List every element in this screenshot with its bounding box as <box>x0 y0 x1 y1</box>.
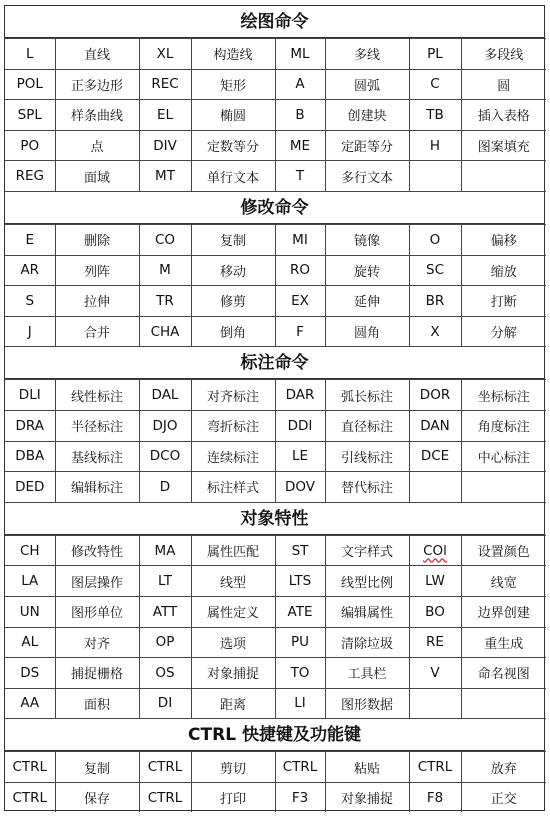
table-row <box>5 39 546 70</box>
table-row <box>5 100 546 131</box>
command-abbreviation-text: BR <box>425 292 445 309</box>
table-row <box>5 688 546 719</box>
command-abbreviation <box>139 69 191 100</box>
command-abbreviation-text: D <box>159 478 171 495</box>
command-abbreviation <box>139 161 191 192</box>
command-function: 替代标注 <box>325 472 409 503</box>
command-abbreviation-text: X <box>430 323 440 340</box>
command-function: 对齐 <box>55 627 139 658</box>
command-abbreviation <box>275 316 325 347</box>
command-abbreviation <box>5 130 55 161</box>
command-function: 拉伸 <box>55 286 139 317</box>
command-abbreviation <box>139 472 191 503</box>
command-abbreviation <box>275 688 325 719</box>
command-abbreviation-text: POL <box>16 76 43 93</box>
command-function: 属性定义 <box>191 596 275 627</box>
command-function: 清除垃圾 <box>325 627 409 658</box>
command-abbreviation-text: EL <box>156 106 174 123</box>
command-abbreviation <box>5 752 55 783</box>
command-function: 矩形 <box>191 69 275 100</box>
command-abbreviation <box>5 627 55 658</box>
command-function: 定距等分 <box>325 130 409 161</box>
command-function: 设置颜色 <box>461 535 546 566</box>
command-abbreviation <box>275 782 325 812</box>
command-abbreviation-text: REC <box>151 76 179 93</box>
command-function: 修剪 <box>191 286 275 317</box>
command-abbreviation <box>5 658 55 689</box>
command-table <box>5 38 546 192</box>
command-abbreviation <box>5 410 55 441</box>
command-function: 偏移 <box>461 224 546 255</box>
command-function: 圆角 <box>325 316 409 347</box>
command-abbreviation <box>409 535 461 566</box>
command-abbreviation-text: ATT <box>152 603 178 620</box>
command-abbreviation <box>139 100 191 131</box>
command-abbreviation-text: DED <box>15 478 45 495</box>
command-abbreviation-text: SPL <box>17 106 42 123</box>
command-abbreviation <box>5 782 55 812</box>
command-abbreviation <box>139 658 191 689</box>
command-abbreviation-text: XL <box>156 45 174 62</box>
command-abbreviation-text: CH <box>19 542 40 559</box>
command-function: 边界创建 <box>461 596 546 627</box>
command-abbreviation-text: CTRL <box>12 789 48 806</box>
command-abbreviation-text: AA <box>20 695 40 712</box>
command-abbreviation <box>275 286 325 317</box>
command-function: 面积 <box>55 688 139 719</box>
command-abbreviation-text: CTRL <box>147 759 183 776</box>
section-title: 修改命令 <box>5 192 544 224</box>
command-abbreviation <box>139 596 191 627</box>
command-abbreviation <box>275 410 325 441</box>
command-abbreviation-text: A <box>295 76 305 93</box>
command-abbreviation <box>275 566 325 597</box>
command-abbreviation <box>409 286 461 317</box>
command-abbreviation-text: DOV <box>284 478 316 495</box>
command-function: 列阵 <box>55 255 139 286</box>
command-abbreviation-text: LTS <box>288 573 312 590</box>
command-abbreviation-text: RO <box>289 262 310 279</box>
command-abbreviation-text: H <box>429 137 441 154</box>
command-abbreviation-text: EX <box>291 292 309 309</box>
command-function: 编辑标注 <box>55 472 139 503</box>
table-row <box>5 472 546 503</box>
command-abbreviation-text: DCO <box>149 448 181 465</box>
command-abbreviation <box>409 130 461 161</box>
table-row <box>5 410 546 441</box>
command-abbreviation-text: ML <box>290 45 310 62</box>
command-abbreviation-text: DCE <box>420 448 450 465</box>
command-reference-sheet <box>4 5 545 811</box>
command-abbreviation <box>409 752 461 783</box>
command-abbreviation-text: PL <box>427 45 443 62</box>
command-abbreviation <box>275 380 325 411</box>
command-abbreviation <box>275 161 325 192</box>
command-function: 复制 <box>191 224 275 255</box>
command-function <box>461 472 546 503</box>
command-abbreviation <box>139 316 191 347</box>
command-function: 线型 <box>191 566 275 597</box>
table-row <box>5 441 546 472</box>
command-function: 倒角 <box>191 316 275 347</box>
command-abbreviation <box>139 410 191 441</box>
command-abbreviation-text: LI <box>294 695 306 712</box>
command-abbreviation-text: M <box>159 262 171 279</box>
command-abbreviation-text: CTRL <box>12 759 48 776</box>
command-abbreviation <box>275 39 325 70</box>
command-abbreviation <box>139 130 191 161</box>
command-abbreviation-text: DAN <box>420 417 450 434</box>
command-function: 对齐标注 <box>191 380 275 411</box>
command-abbreviation-text: S <box>25 292 35 309</box>
command-function: 线型比例 <box>325 566 409 597</box>
section-title: 对象特性 <box>5 503 544 535</box>
command-function: 直径标注 <box>325 410 409 441</box>
command-abbreviation <box>409 410 461 441</box>
command-abbreviation <box>275 100 325 131</box>
command-function: 多线 <box>325 39 409 70</box>
command-function: 多段线 <box>461 39 546 70</box>
command-abbreviation <box>275 627 325 658</box>
command-abbreviation <box>139 782 191 812</box>
command-function: 放弃 <box>461 752 546 783</box>
command-abbreviation-text: DI <box>157 695 173 712</box>
command-function: 缩放 <box>461 255 546 286</box>
table-row <box>5 596 546 627</box>
command-abbreviation <box>139 566 191 597</box>
section-5 <box>5 719 544 812</box>
command-function: 剪切 <box>191 752 275 783</box>
command-abbreviation-text: V <box>430 664 440 681</box>
command-abbreviation-text: COl <box>423 542 447 559</box>
command-abbreviation-text: PO <box>20 137 40 154</box>
command-abbreviation <box>5 255 55 286</box>
command-abbreviation-text: B <box>295 106 305 123</box>
command-abbreviation <box>409 224 461 255</box>
command-function: 打印 <box>191 782 275 812</box>
table-row <box>5 69 546 100</box>
command-function: 连续标注 <box>191 441 275 472</box>
table-row <box>5 658 546 689</box>
command-abbreviation-text: T <box>295 168 305 185</box>
table-row <box>5 627 546 658</box>
command-abbreviation-text: CTRL <box>417 759 453 776</box>
command-abbreviation-text: LA <box>21 573 39 590</box>
command-abbreviation <box>5 472 55 503</box>
command-abbreviation <box>409 472 461 503</box>
command-function: 中心标注 <box>461 441 546 472</box>
command-abbreviation <box>5 688 55 719</box>
command-table <box>5 379 546 502</box>
command-function: 选项 <box>191 627 275 658</box>
command-abbreviation <box>409 316 461 347</box>
table-row <box>5 130 546 161</box>
command-abbreviation-text: TB <box>426 106 444 123</box>
command-function: 标注样式 <box>191 472 275 503</box>
table-row <box>5 316 546 347</box>
command-abbreviation <box>275 535 325 566</box>
command-abbreviation <box>409 566 461 597</box>
command-abbreviation-text: PU <box>290 634 310 651</box>
command-abbreviation <box>275 658 325 689</box>
command-abbreviation-text: MI <box>292 231 308 248</box>
command-abbreviation <box>5 441 55 472</box>
command-abbreviation-text: DBA <box>15 448 45 465</box>
command-abbreviation-text: MT <box>155 168 175 185</box>
command-abbreviation-text: REG <box>15 168 44 185</box>
command-abbreviation-text: LW <box>425 573 445 590</box>
command-function: 图形数据 <box>325 688 409 719</box>
command-function: 图层操作 <box>55 566 139 597</box>
command-function: 移动 <box>191 255 275 286</box>
command-abbreviation <box>275 255 325 286</box>
command-abbreviation-text: AL <box>21 634 39 651</box>
command-abbreviation-text: TO <box>290 664 310 681</box>
command-abbreviation <box>409 596 461 627</box>
command-abbreviation <box>409 100 461 131</box>
command-abbreviation <box>139 752 191 783</box>
command-abbreviation-text: DRA <box>15 417 44 434</box>
command-abbreviation-text: DS <box>20 664 40 681</box>
command-function: 多行文本 <box>325 161 409 192</box>
command-abbreviation-text: SC <box>426 262 444 279</box>
command-abbreviation-text: DJO <box>152 417 178 434</box>
command-function: 单行文本 <box>191 161 275 192</box>
command-abbreviation <box>409 39 461 70</box>
command-abbreviation <box>275 472 325 503</box>
command-abbreviation <box>139 39 191 70</box>
command-function: 定数等分 <box>191 130 275 161</box>
command-abbreviation <box>409 380 461 411</box>
command-abbreviation-text: DAL <box>151 387 179 404</box>
command-abbreviation <box>275 752 325 783</box>
command-abbreviation <box>275 69 325 100</box>
command-function: 样条曲线 <box>55 100 139 131</box>
command-function: 修改特性 <box>55 535 139 566</box>
section-title: CTRL 快捷键及功能键 <box>5 719 544 751</box>
command-abbreviation <box>409 441 461 472</box>
command-abbreviation <box>5 161 55 192</box>
command-abbreviation-text: F <box>296 323 304 340</box>
command-function: 弯折标注 <box>191 410 275 441</box>
command-function: 直线 <box>55 39 139 70</box>
command-abbreviation-text: ST <box>291 542 309 559</box>
command-function: 捕捉栅格 <box>55 658 139 689</box>
command-abbreviation-text: E <box>25 231 35 248</box>
command-abbreviation <box>409 69 461 100</box>
section-title: 绘图命令 <box>5 6 544 38</box>
command-function: 对象捕捉 <box>325 782 409 812</box>
command-abbreviation <box>139 224 191 255</box>
command-abbreviation-text: DLI <box>18 387 41 404</box>
command-function: 线性标注 <box>55 380 139 411</box>
command-table <box>5 535 546 720</box>
command-abbreviation-text: CHA <box>150 323 180 340</box>
command-function: 分解 <box>461 316 546 347</box>
command-abbreviation <box>139 627 191 658</box>
command-function: 命名视图 <box>461 658 546 689</box>
command-function: 坐标标注 <box>461 380 546 411</box>
command-function: 重生成 <box>461 627 546 658</box>
command-function: 面域 <box>55 161 139 192</box>
command-function: 延伸 <box>325 286 409 317</box>
command-function: 弧长标注 <box>325 380 409 411</box>
command-abbreviation <box>409 161 461 192</box>
section-3 <box>5 347 544 502</box>
command-abbreviation <box>5 566 55 597</box>
command-function: 创建块 <box>325 100 409 131</box>
command-function: 点 <box>55 130 139 161</box>
command-abbreviation <box>5 69 55 100</box>
table-row <box>5 286 546 317</box>
section-2 <box>5 192 544 347</box>
command-abbreviation <box>5 100 55 131</box>
command-table <box>5 751 546 812</box>
command-abbreviation-text: LT <box>158 573 172 590</box>
command-abbreviation <box>409 658 461 689</box>
command-abbreviation <box>5 535 55 566</box>
command-function: 粘贴 <box>325 752 409 783</box>
command-abbreviation-text: DIV <box>153 137 177 154</box>
command-function: 属性匹配 <box>191 535 275 566</box>
command-abbreviation <box>139 255 191 286</box>
command-table <box>5 224 546 347</box>
command-abbreviation-text: AR <box>20 262 40 279</box>
command-function: 插入表格 <box>461 100 546 131</box>
command-abbreviation <box>139 535 191 566</box>
command-abbreviation <box>275 130 325 161</box>
command-function: 工具栏 <box>325 658 409 689</box>
command-abbreviation <box>409 688 461 719</box>
command-function: 基线标注 <box>55 441 139 472</box>
command-function: 引线标注 <box>325 441 409 472</box>
command-function: 删除 <box>55 224 139 255</box>
command-abbreviation-text: UN <box>19 603 40 620</box>
command-function: 对象捕捉 <box>191 658 275 689</box>
command-function: 编辑属性 <box>325 596 409 627</box>
table-row <box>5 782 546 812</box>
command-abbreviation <box>5 316 55 347</box>
command-function: 文字样式 <box>325 535 409 566</box>
command-abbreviation <box>139 380 191 411</box>
command-abbreviation <box>5 224 55 255</box>
command-abbreviation-text: J <box>27 323 32 340</box>
command-function: 正交 <box>461 782 546 812</box>
command-abbreviation-text: CTRL <box>147 789 183 806</box>
command-function: 圆 <box>461 69 546 100</box>
command-abbreviation <box>409 782 461 812</box>
command-function <box>461 688 546 719</box>
command-function: 保存 <box>55 782 139 812</box>
table-row <box>5 752 546 783</box>
command-function: 距离 <box>191 688 275 719</box>
command-abbreviation <box>409 255 461 286</box>
command-abbreviation-text: DAR <box>285 387 315 404</box>
command-function: 旋转 <box>325 255 409 286</box>
command-function: 构造线 <box>191 39 275 70</box>
command-abbreviation-text: CO <box>154 231 176 248</box>
command-abbreviation <box>5 380 55 411</box>
command-abbreviation-text: F3 <box>291 789 309 806</box>
command-abbreviation <box>275 441 325 472</box>
command-abbreviation <box>275 596 325 627</box>
command-function: 打断 <box>461 286 546 317</box>
table-row <box>5 535 546 566</box>
table-row <box>5 566 546 597</box>
command-abbreviation-text: DOR <box>419 387 451 404</box>
command-abbreviation-text: BO <box>425 603 445 620</box>
command-abbreviation <box>409 627 461 658</box>
command-function: 镜像 <box>325 224 409 255</box>
command-abbreviation-text: MA <box>154 542 176 559</box>
table-row <box>5 224 546 255</box>
command-abbreviation <box>139 286 191 317</box>
command-abbreviation-text: ME <box>289 137 311 154</box>
command-abbreviation-text: F8 <box>426 789 444 806</box>
command-function <box>461 161 546 192</box>
command-function: 线宽 <box>461 566 546 597</box>
command-abbreviation-text: OS <box>155 664 175 681</box>
command-function: 合并 <box>55 316 139 347</box>
command-abbreviation-text: CTRL <box>282 759 318 776</box>
command-abbreviation <box>139 441 191 472</box>
table-row <box>5 380 546 411</box>
command-abbreviation-text: DDI <box>287 417 313 434</box>
command-abbreviation-text: RE <box>426 634 444 651</box>
section-4 <box>5 503 544 720</box>
command-abbreviation-text: OP <box>155 634 175 651</box>
section-1 <box>5 6 544 192</box>
command-function: 圆弧 <box>325 69 409 100</box>
command-abbreviation <box>139 688 191 719</box>
command-function: 图案填充 <box>461 130 546 161</box>
command-abbreviation-text: LE <box>291 448 309 465</box>
command-abbreviation-text: ATE <box>287 603 313 620</box>
command-abbreviation <box>5 39 55 70</box>
command-function: 图形单位 <box>55 596 139 627</box>
command-abbreviation-text: TR <box>156 292 174 309</box>
command-function: 椭圆 <box>191 100 275 131</box>
table-row <box>5 255 546 286</box>
command-abbreviation-text: O <box>429 231 441 248</box>
command-function: 半径标注 <box>55 410 139 441</box>
table-row <box>5 161 546 192</box>
command-function: 复制 <box>55 752 139 783</box>
command-function: 正多边形 <box>55 69 139 100</box>
command-function: 角度标注 <box>461 410 546 441</box>
command-abbreviation-text: L <box>25 45 34 62</box>
command-abbreviation-text: C <box>430 76 440 93</box>
command-abbreviation <box>275 224 325 255</box>
section-title: 标注命令 <box>5 347 544 379</box>
command-abbreviation <box>5 596 55 627</box>
command-abbreviation <box>5 286 55 317</box>
